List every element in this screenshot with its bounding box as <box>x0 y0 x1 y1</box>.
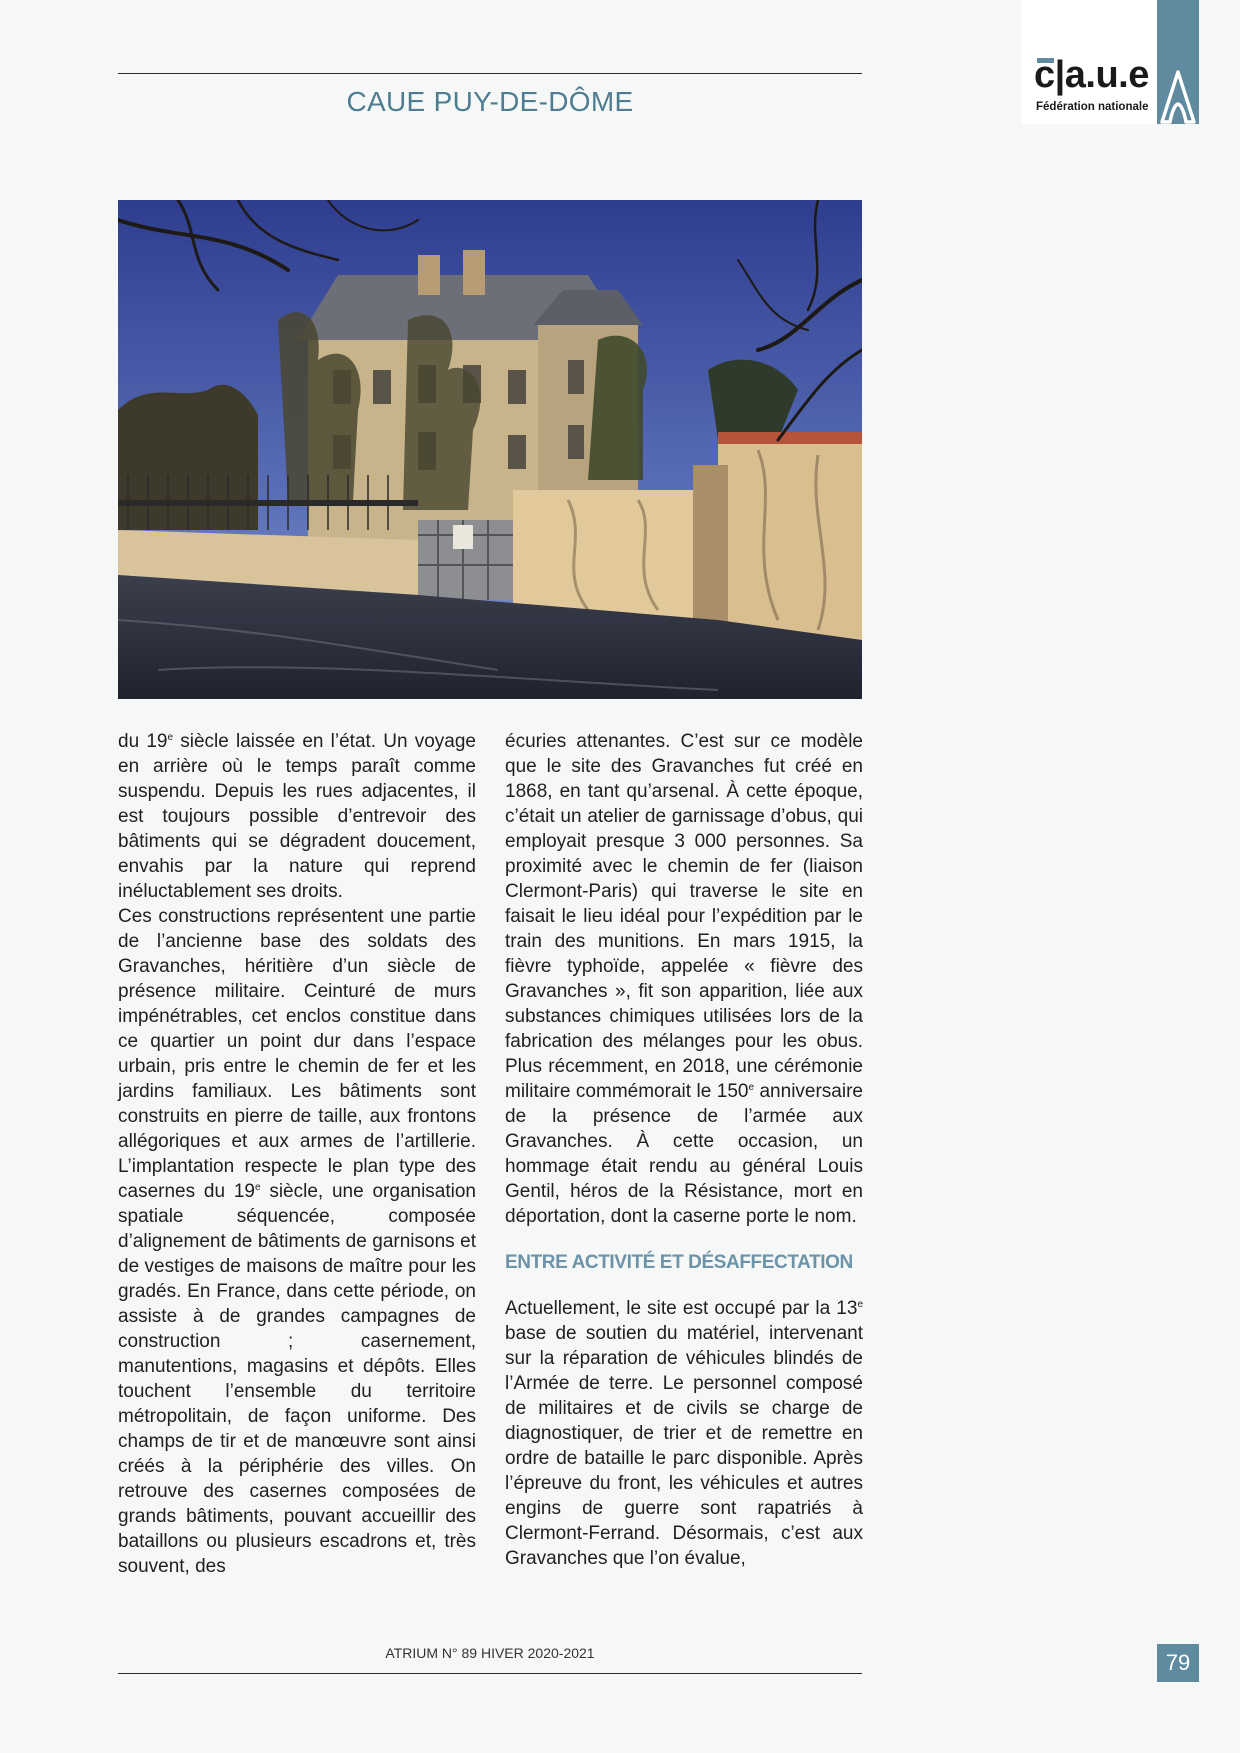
right-text-column <box>505 729 863 1571</box>
logo-wordmark: c|a.u.e <box>1034 54 1149 96</box>
left-paragraph-1 <box>118 729 476 904</box>
text-run: siècle laissée en l’état. Un voyage en arrière où le temps paraît comme suspendu. Depuis les rues adjacentes, il est toujours possible d’entrevoir des bâtiments qui se dégradent doucement, envahis par la nature qui reprend inéluctablement ses droits. <box>118 731 477 902</box>
superscript: e <box>254 1182 261 1193</box>
left-text-column <box>118 729 476 1579</box>
right-paragraph-2 <box>505 1296 863 1571</box>
building-photo <box>118 200 862 699</box>
section-heading: ENTRE ACTIVITÉ ET DÉSAFFECTATION <box>505 1252 853 1273</box>
text-run: siècle, une organisation spatiale séquencée, composée d’alignement de bâtiments de garnisons et de vestiges de maisons de maître pour les gradés. En France, dans cette période, on assiste à de grandes campagnes de construction ; casernement, manutentions, magasins et dépôts. Elles touchent l’ensemble du territoire métropolitain, de façon uniforme. Des champs de tir et de manœuvre sont ainsi créés à la périphérie des villes. On retrouve des casernes composées de grands bâtiments, pouvant accueillir des bataillons ou plusieurs escadrons et, très souvent, des <box>118 1181 476 1577</box>
superscript: e <box>748 1082 755 1093</box>
page-number: 79 <box>1157 1644 1199 1682</box>
text-run: écuries attenantes. C’est sur ce modèle que le site des Gravanches fut créé en 1868, en tant qu’arsenal. À cette époque, c’était un atelier de garnissage d’obus, qui employait presque 3 000 personnes. Sa proximité avec le chemin de fer (liaison Clermont-Paris) qui traverse le site en faisait le lieu idéal pour l’expédition par le train des munitions. En mars 1915, la fièvre typhoïde, appelée « fièvre des Gravanches », fit son apparition, liée aux substances chimiques utilisées lors de la fabrication des mélanges pour les obus. Plus récemment, en 2018, une cérémonie militaire commémorait le 150 <box>505 731 863 1102</box>
superscript: e <box>167 732 174 743</box>
logo-a-icon <box>1160 70 1196 124</box>
footer-issue: ATRIUM N° 89 HIVER 2020-2021 <box>385 1645 595 1661</box>
text-run: Actuellement, le site est occupé par la 13 <box>505 1298 858 1319</box>
superscript: e <box>857 1299 863 1310</box>
right-paragraph-1 <box>505 729 863 1229</box>
text-run: du 19 <box>118 731 168 752</box>
text-run: Ces constructions représentent une partie de l’ancienne base des soldats des Gravanches, héritière d’un siècle de présence militaire. Ceinturé de murs impénétrables, cet enclos constitue dans ce quartier un point dur dans l’espace urbain, pris entre le chemin de fer et les jardins familiaux. Les bâtiments sont construits en pierre de taille, aux frontons allégoriques et aux armes de l’artillerie. L’implantation respecte le plan type des casernes du 19 <box>118 906 476 1202</box>
logo-subtitle: Fédération nationale <box>1036 101 1149 113</box>
page-header-title: CAUE PUY-DE-DÔME <box>346 86 634 117</box>
text-run: anniversaire de la présence de l’armée aux Gravanches. À cette occasion, un hommage était rendu au général Louis Gentil, héros de la Résistance, mort en déportation, dont la caserne porte le nom. <box>505 1081 863 1227</box>
text-run: base de soutien du matériel, intervenant sur la réparation de véhicules blindés de l’Armée de terre. Le personnel composé de militaires et de civils se charge de diagnostiquer, de trier et de remettre en ordre de bataille le parc disponible. Après l’épreuve du front, les véhicules et autres engins de guerre sont rapatriés à Clermont-Ferrand. Désormais, c’est aux Gravanches que l’on évalue, <box>505 1323 863 1569</box>
footer-rule <box>118 1673 862 1674</box>
header-rule <box>118 73 862 74</box>
left-paragraph-2 <box>118 904 476 1579</box>
